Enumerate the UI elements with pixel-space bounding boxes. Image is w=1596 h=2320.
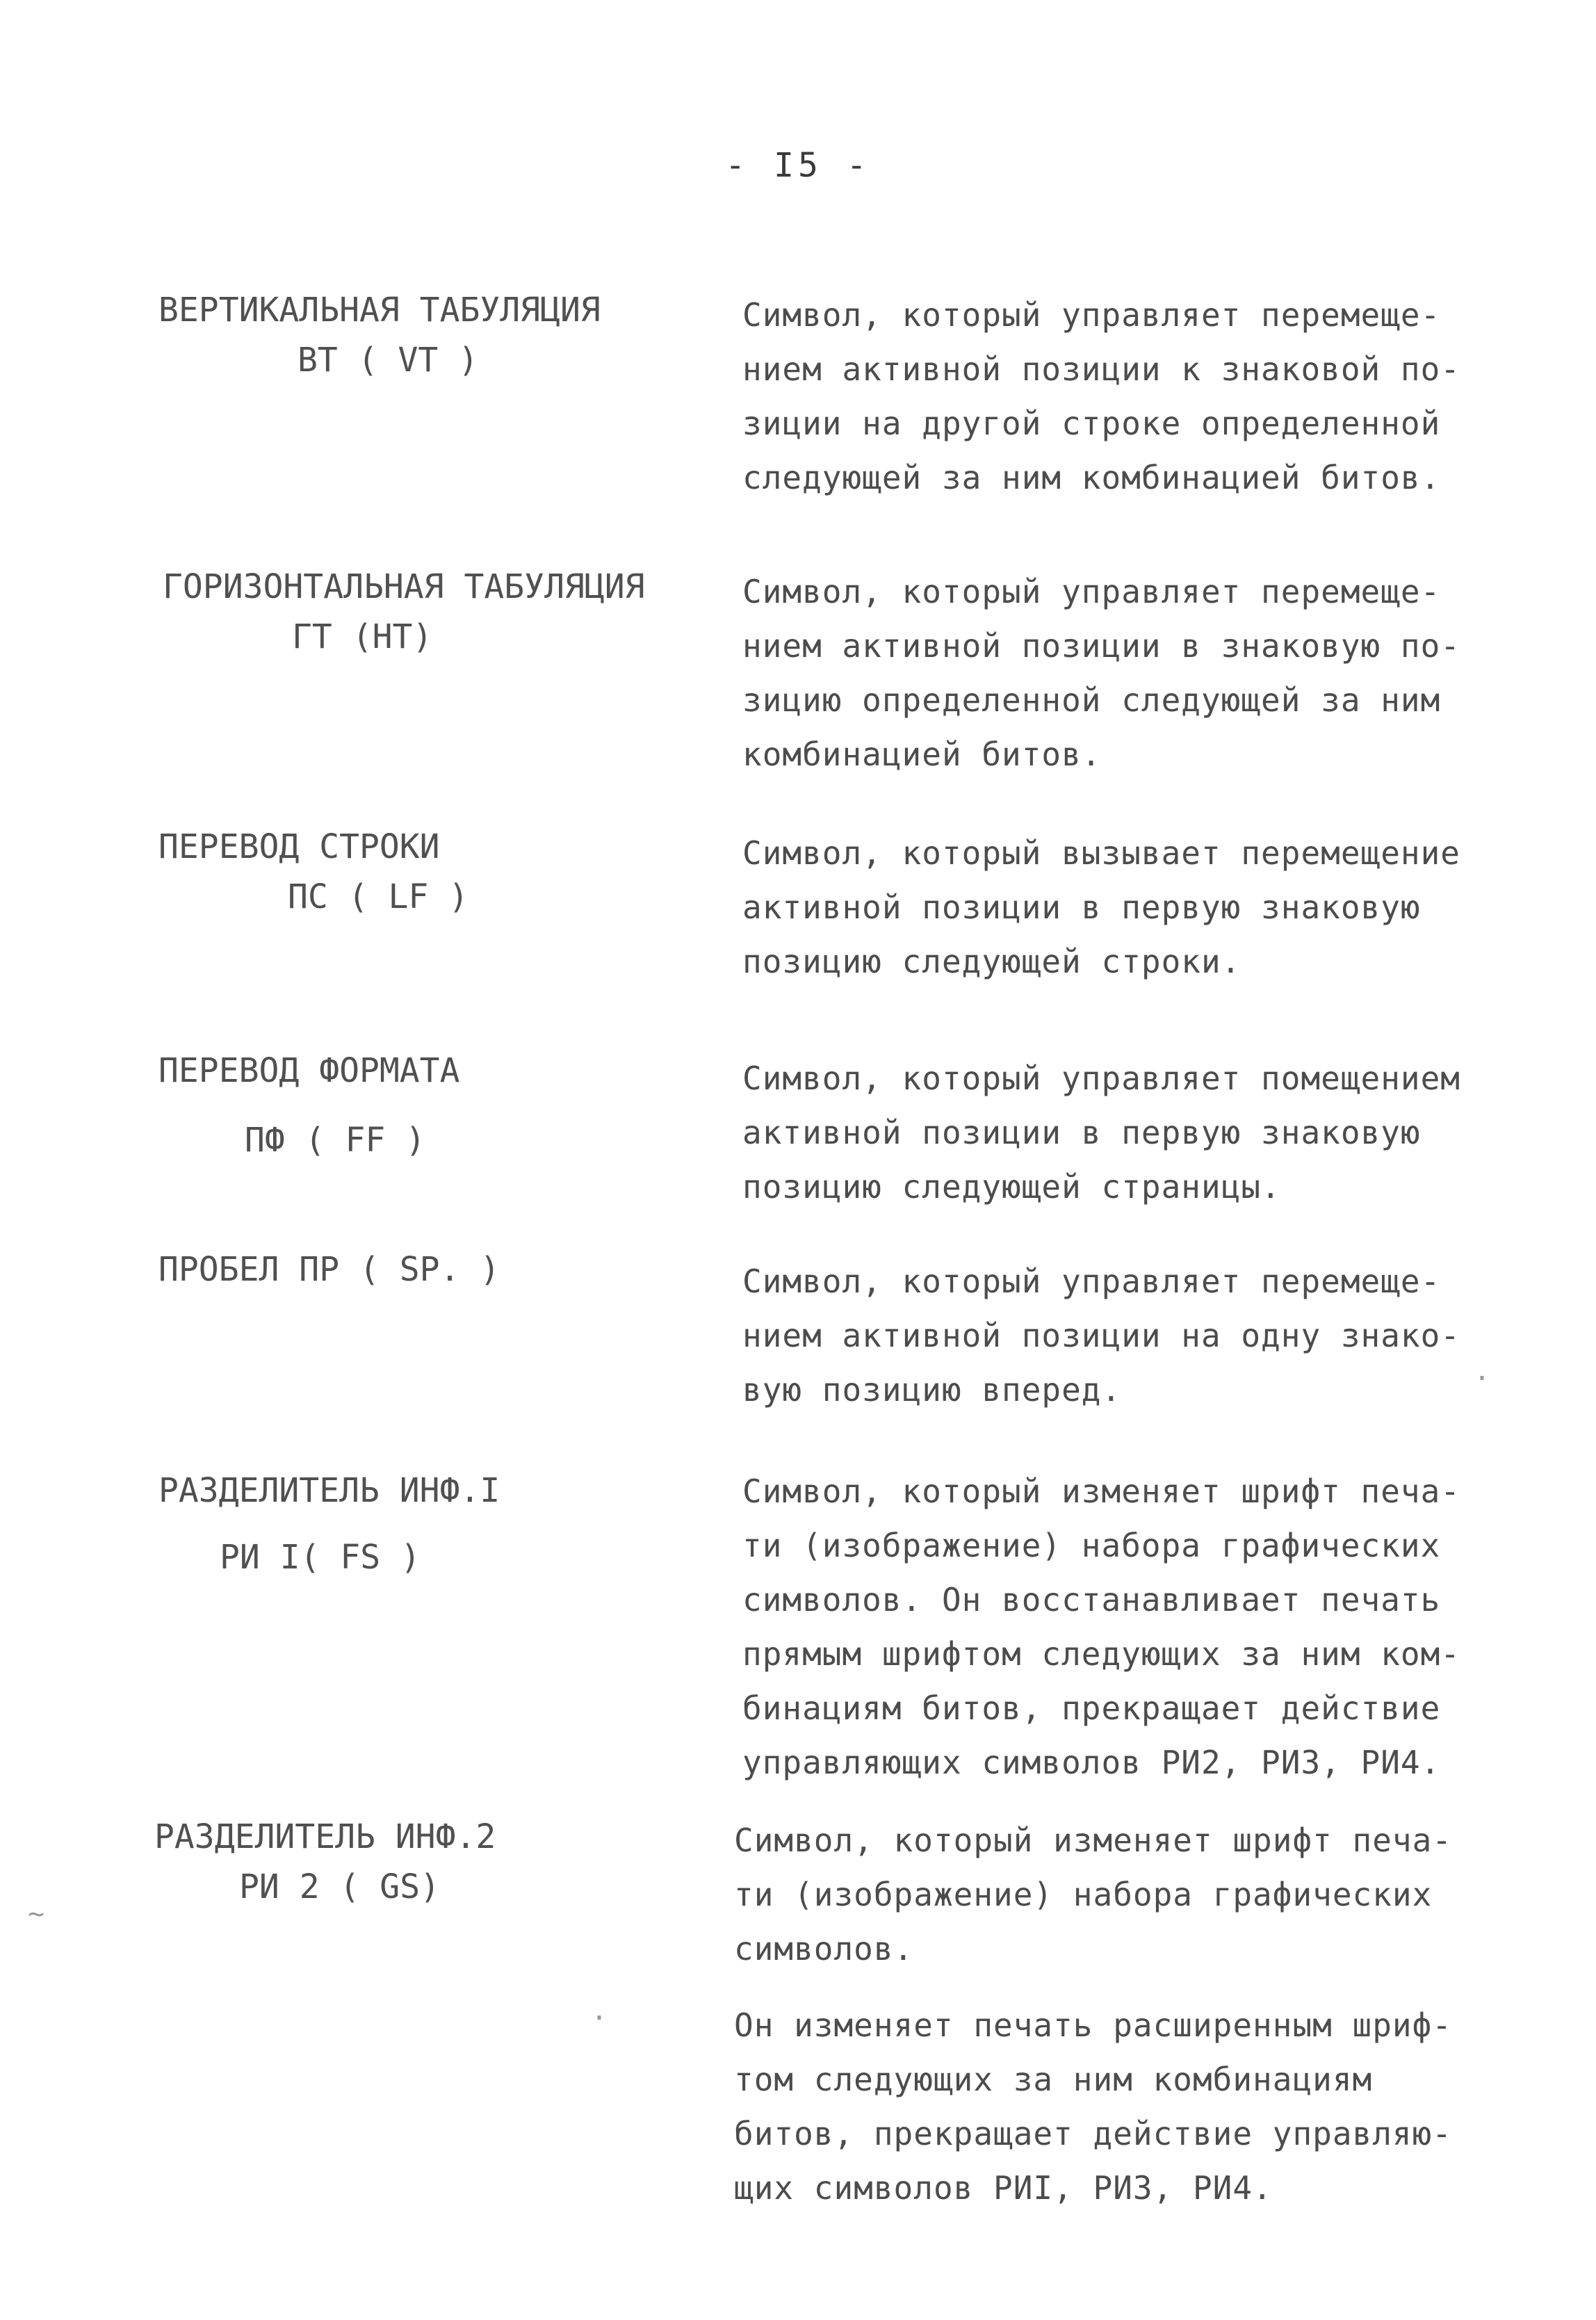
definition-line: символов. (734, 1930, 914, 1968)
definition-line: нием активной позиции в знаковую по- (742, 627, 1460, 665)
definition-paragraph (742, 1464, 1549, 1790)
entry-term (158, 1036, 715, 1175)
definition-line: Символ, который управляет помещением (742, 1060, 1460, 1097)
definition-line: бинациям битов, прекращает действие (742, 1689, 1441, 1727)
definition-line: позицию следующей страницы. (742, 1168, 1281, 1206)
term-name: ПРОБЕЛ ПР ( SP. ) (158, 1250, 500, 1289)
term-name: ВЕРТИКАЛЬНАЯ ТАБУЛЯЦИЯ (158, 291, 601, 330)
term-name: ГОРИЗОНТАЛЬНАЯ ТАБУЛЯЦИЯ (163, 567, 645, 606)
entry-term (158, 1457, 715, 1591)
definition-line: щих символов РИI, РИ3, РИ4. (734, 2169, 1273, 2207)
definition-line: позицию следующей строки. (742, 943, 1241, 980)
definition-line: Символ, который управляет перемеще- (742, 1263, 1441, 1300)
term-code: РИ 2 ( GS) (239, 1867, 440, 1906)
entry-term (158, 1244, 715, 1295)
definition-paragraph (742, 1051, 1549, 1214)
definition-line: ти (изображение) набора графических (734, 1876, 1433, 1913)
term-code: РИ I( FS ) (220, 1538, 421, 1577)
entry-term (154, 1812, 710, 1912)
entry-term (158, 822, 715, 922)
definition-line: управляющих символов РИ2, РИ3, РИ4. (742, 1744, 1441, 1781)
entry-definition (742, 1051, 1549, 1214)
term-name: РАЗДЕЛИТЕЛЬ ИНФ.2 (154, 1817, 496, 1856)
definition-line: ти (изображение) набора графических (742, 1527, 1441, 1564)
definition-line: Символ, который вызывает перемещение (742, 834, 1460, 872)
definition-line: прямым шрифтом следующих за ним ком- (742, 1635, 1460, 1673)
scan-speck: · (1474, 1363, 1491, 1395)
definition-line: следующей за ним комбинацией битов. (742, 459, 1441, 496)
entry-definition (742, 565, 1549, 781)
definition-paragraph (742, 1254, 1549, 1417)
definition-line: битов, прекращает действие управляю- (734, 2115, 1452, 2152)
entry-definition (742, 1464, 1549, 1790)
definition-line: том следующих за ним комбинациям (734, 2061, 1373, 2098)
entry-term (158, 285, 715, 385)
definition-line: активной позиции в первую знаковую (742, 1114, 1421, 1151)
definition-line: нием активной позиции на одну знако- (742, 1317, 1460, 1354)
term-code: ПФ ( FF ) (245, 1121, 426, 1160)
definition-line: Символ, который изменяет шрифт печа- (734, 1822, 1452, 1859)
entry-definition (742, 826, 1549, 989)
definition-line: нием активной позиции к знаковой по- (742, 350, 1460, 388)
definition-paragraph (734, 1998, 1540, 2215)
term-code: ГТ (НТ) (292, 617, 433, 656)
definition-line: Символ, который управляет перемеще- (742, 573, 1441, 610)
definition-paragraph (742, 826, 1549, 989)
term-code: ВТ ( VT ) (298, 341, 479, 380)
term-name: ПЕРЕВОД СТРОКИ (158, 827, 440, 866)
definition-paragraph (734, 1813, 1540, 1976)
entry-definition (742, 288, 1549, 505)
scan-speck: ~ (28, 1898, 45, 1930)
definition-line: зиции на другой строке определенной (742, 405, 1441, 442)
scan-speck: · (591, 2002, 608, 2034)
definition-line: зицию определенной следующей за ним (742, 681, 1441, 719)
term-code: ПС ( LF ) (288, 877, 469, 916)
page-number: - I5 - (725, 146, 871, 185)
definition-line: Он изменяет печать расширенным шриф- (734, 2006, 1452, 2044)
definition-line: вую позицию вперед. (742, 1371, 1122, 1409)
definition-line: символов. Он восстанавливает печать (742, 1581, 1441, 1619)
term-name: РАЗДЕЛИТЕЛЬ ИНФ.I (158, 1471, 500, 1510)
entry-definition (742, 1254, 1549, 1417)
definition-line: Символ, который управляет перемеще- (742, 296, 1441, 334)
definition-line: активной позиции в первую знаковую (742, 889, 1421, 926)
term-name: ПЕРЕВОД ФОРМАТА (158, 1051, 460, 1090)
definition-paragraph (742, 565, 1549, 781)
definition-paragraph (742, 288, 1549, 505)
entry-definition (734, 1813, 1540, 2215)
definition-line: комбинацией битов. (742, 736, 1102, 773)
entry-term (163, 562, 719, 662)
definition-line: Символ, который изменяет шрифт печа- (742, 1473, 1460, 1510)
